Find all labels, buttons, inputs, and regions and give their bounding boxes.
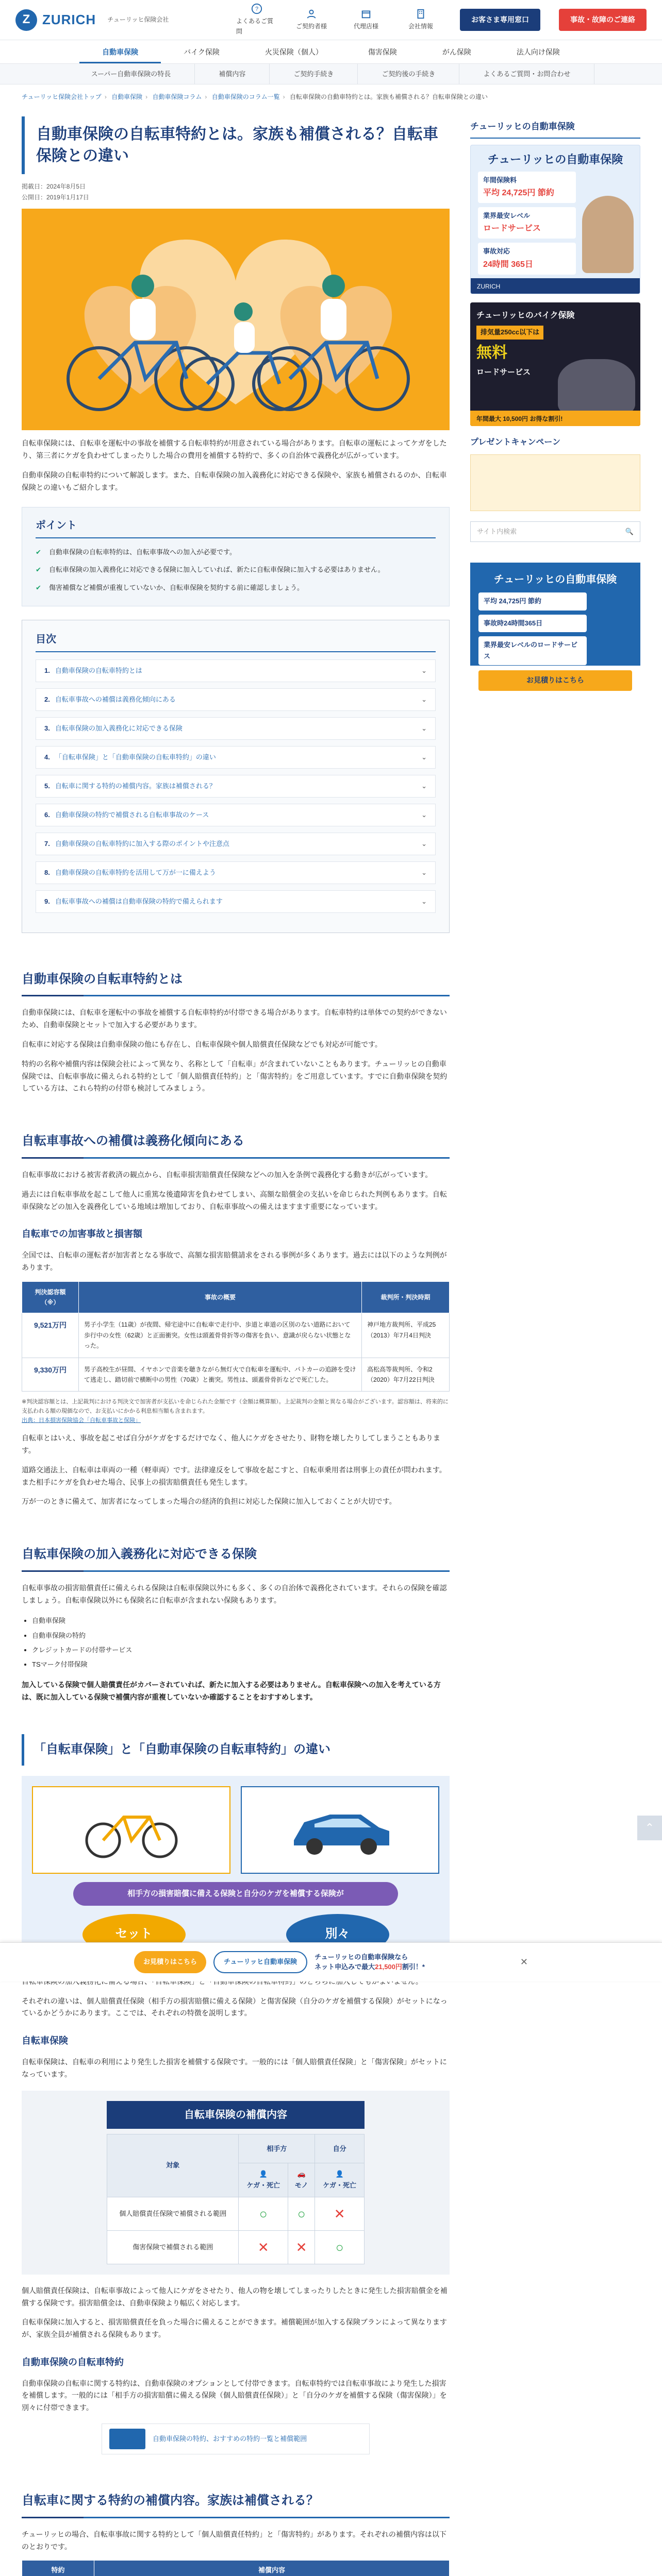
list-item: • 自動車保険の特約 <box>32 1629 450 1643</box>
hero-image <box>22 209 450 430</box>
chevron-down-icon: ⌄ <box>421 666 427 674</box>
bicycle-icon <box>80 1799 183 1861</box>
search-icon: 🔍 <box>625 528 634 536</box>
toc-num: 8. <box>44 868 50 876</box>
table-row <box>22 1313 450 1358</box>
case-summary: 男子高校生が昼間、イヤホンで音楽を聴きながら無灯火で自転車を運転中、パトカーの追跡を受けて逃走し、踏切前で横断中の男性（70歳）と衝突。男性は、頭蓋骨骨折などで死亡した。 <box>79 1358 362 1392</box>
circle-icon: ○ <box>297 2206 306 2222</box>
toc-num: 2. <box>44 695 50 703</box>
coverage-head-self: 自分 <box>315 2134 365 2163</box>
car-small-icon: 🚗 <box>297 2170 306 2178</box>
coverage-caption: 自転車保険の補償内容 <box>107 2101 365 2129</box>
branch-link[interactable] <box>345 8 387 31</box>
key-points-box <box>22 507 450 606</box>
site-search-input[interactable] <box>470 521 640 542</box>
contact-button[interactable]: お客さま専用窓口 <box>460 9 540 31</box>
section-paragraph: 自転車事故における被害者救済の観点から、自転車損害賠償責任保険などへの加入を条例で義務化する動きが広がっています。 <box>22 1171 433 1179</box>
car-icon <box>284 1799 397 1861</box>
breadcrumb-current: 自転車保険の自動車特約とは。家族も補償される？自転車保険との違い <box>289 93 488 100</box>
nav-cancer-insurance[interactable]: がん保険 <box>442 48 471 56</box>
nav-bike-insurance[interactable]: バイク保険 <box>184 48 220 56</box>
company-label: 会社情報 <box>408 22 433 30</box>
mypage-icon <box>306 8 317 20</box>
subnav-after-contract[interactable]: ご契約後の手続き <box>358 64 459 84</box>
branch-label: 代理店様 <box>353 22 378 30</box>
nav-car-insurance[interactable]: 自動車保険 <box>79 40 161 63</box>
section-paragraph: 自転車に対応する保険は自動車保険の他にも存在し、自転車保険や個人賠償責任保険などでも対応が可能です。 <box>22 1040 382 1049</box>
mypage-link[interactable] <box>291 8 332 31</box>
related-title: 自動車保険の特約、おすすめの特約一覧と補償範囲 <box>153 2435 307 2443</box>
toc-num: 4. <box>44 753 50 761</box>
key-point: ✔ 傷害補償など補償が重複していないか、自転車保険を契約する前に確認しましょう。 <box>36 579 436 597</box>
table-row <box>22 1358 450 1392</box>
faq-link[interactable] <box>236 3 277 37</box>
ad-title: チューリッヒの自動車保険 <box>487 153 623 166</box>
campaign-banner[interactable] <box>470 454 640 511</box>
case-summary: 男子小学生（11歳）が夜間、帰宅途中に自転車で走行中、歩道と車道の区別のない道路において歩行中の女性（62歳）と正面衝突。女性は頭蓋骨骨折等の傷害を負い、意識が戻らない状態となった。 <box>79 1313 362 1358</box>
list-item: • TSマーク付帯保険 <box>32 1657 450 1672</box>
section-paragraph: チューリッヒの場合、自転車事故に関する特約として「個人賠償責任特約」と「傷害特約」があります。それぞれの補償内容は以下のとおりです。 <box>22 2530 446 2551</box>
toc-item[interactable] <box>36 890 436 913</box>
chevron-down-icon: ⌄ <box>421 724 427 732</box>
ad-title: チューリッヒの自動車保険 <box>493 574 617 586</box>
spokesperson-image <box>582 196 634 273</box>
key-points-title: ポイント <box>36 517 436 538</box>
sidebar <box>470 109 640 684</box>
car-insurance-ad-2[interactable] <box>470 563 640 684</box>
toc-label: 自動車保険の自転車特約に加入する際のポイントや注意点 <box>55 839 229 848</box>
nav-corporate-insurance[interactable]: 法人向け保険 <box>516 48 560 56</box>
circle-icon: ○ <box>259 2206 268 2222</box>
section-heading: 自転車保険の加入義務化に対応できる保険 <box>22 1539 450 1572</box>
toc-num: 1. <box>44 666 50 674</box>
subsection-heading: 自転車保険 <box>22 2036 68 2046</box>
breadcrumb-item[interactable]: 自動車保険コラム <box>152 93 202 100</box>
section-paragraph: 万が一のときに備えて、加害者になってしまった場合の経済的負担に対応した保険に加入しておくことが大切です。 <box>22 1497 396 1506</box>
section-paragraph: 自動車保険の自転車に関する特約は、自動車保険のオプションとして付帯できます。自転車特約では自転車事故により発生した損害を補償します。一般的には「相手方の損害賠償に備える保険（個人賠償責任保険）」と「自分のケガを補償する保険（傷害保険）」を別々に付帯できます。 <box>22 2379 447 2412</box>
table-header: 判決認容額（※） <box>22 1281 79 1313</box>
toc-item[interactable] <box>36 659 436 682</box>
faq-icon <box>251 3 262 14</box>
section-paragraph: 特約の名称や補償内容は保険会社によって異なり、名称として「自転車」が含まれていないこともあります。チューリッヒの自動車保険では、自転車事故に備えられる特約として「個人賠償責任特約」と「傷害特約」をご用意しています。すでに自動車保険を契約している方は、これら特約の付帯も検討してみましょう。 <box>22 1059 448 1093</box>
comparison-banner: 相手方の損害賠償に備える保険と自分のケガを補償する保険が <box>73 1882 398 1906</box>
table-notes <box>22 1398 450 1425</box>
award-amount: 9,330万円 <box>22 1358 79 1392</box>
sticky-product-button[interactable]: チューリッヒ自動車保険 <box>213 1951 307 1973</box>
chevron-down-icon: ⌄ <box>421 868 427 876</box>
insurance-list <box>32 1614 450 1671</box>
ad-free: 無料 <box>476 344 507 361</box>
branch-icon <box>360 8 372 20</box>
chevron-down-icon: ⌄ <box>421 695 427 703</box>
ad-tag: 排気量250cc以下は <box>476 326 543 339</box>
related-thumbnail <box>109 2429 145 2449</box>
source-link[interactable]: 出典：日本損害保険協会「自転車事故と保険」 <box>22 1417 141 1423</box>
nav-injury-insurance[interactable]: 傷害保険 <box>368 48 397 56</box>
updated-date: 公開日：2019年1月17日 <box>22 193 89 201</box>
ad-row: 年間保険料 平均 24,725円 節約 <box>478 172 576 203</box>
section-heading: 自動車保険の自転車特約とは <box>22 964 450 997</box>
intro-paragraph: 自動車保険の自転車特約について解説します。また、自転車保険の加入義務化に対応できる保険や、家族も補償されるのか、自転車保険との違いもご紹介します。 <box>22 470 447 492</box>
ad-row: 業界最安レベル ロードサービス <box>478 207 576 239</box>
logo-mark: Z <box>15 9 37 31</box>
sidebar-heading: チューリッヒの自動車保険 <box>470 115 640 139</box>
chevron-down-icon: ⌄ <box>421 810 427 819</box>
toc-label: 自転車に関する特約の補償内容。家族は補償される？ <box>55 782 216 790</box>
site-header <box>0 0 662 40</box>
intro-paragraph: 自転車保険には、自転車を運転中の事故を補償する自転車特約が用意されている場合があります。自転車の運転によってケガをしたり、第三者にケガを負わせてしまったりした場合の費用を補償する特約で、多くの自治体で義務化が広がっています。 <box>22 439 447 460</box>
section-heading: 「自転車保険」と「自動車保険の自転車特約」の違い <box>22 1734 450 1766</box>
subnav-features[interactable]: スーパー自動車保険の特長 <box>68 64 195 84</box>
sticky-promo-bar <box>0 1942 662 1981</box>
circle-icon: ○ <box>335 2239 344 2255</box>
subsection-heading: 自動車保険の自転車特約 <box>22 2357 124 2368</box>
section-paragraph: 自転車保険は、自転車の利用により発生した損害を補償する保険です。一般的には「個人賠償責任保険」と「傷害保険」がセットになっています。 <box>22 2057 447 2078</box>
toc-item[interactable] <box>36 833 436 855</box>
coverage-table <box>107 2134 365 2264</box>
toc-label: 自動車保険の特約で補償される自転車事故のケース <box>55 810 209 819</box>
section-paragraph: 自転車事故の損害賠償責任に備えられる保険は自転車保険以外にも多く、多くの自治体で義務化されています。それらの保険を確認しましょう。自転車保険以外にも保険名に自転車が含まれない保険もあります。 <box>22 1583 447 1604</box>
back-to-top-button[interactable] <box>637 1816 662 1840</box>
section-paragraph: 個人賠償責任保険は、自転車事故によって他人にケガをさせたり、他人の物を壊してしまったりしたときに発生した損害賠償金を補償する保険です。損害賠償金は、自動車保険より幅広く対応します。 <box>22 2286 448 2307</box>
cross-icon: ✕ <box>257 2239 269 2255</box>
section-heading: 自転車に関する特約の補償内容。家族は補償される？ <box>22 2485 450 2518</box>
toc-label: 自転車保険の加入義務化に対応できる保険 <box>55 724 183 732</box>
motorcycle-image <box>558 359 635 416</box>
chevron-down-icon: ⌄ <box>421 782 427 790</box>
logo-text: ZURICH <box>42 12 96 28</box>
ad-title: チューリッヒのバイク保険 <box>476 311 575 320</box>
person-icon: 👤 <box>259 2170 268 2178</box>
list-item: • 自動車保険 <box>32 1614 450 1628</box>
toc-item[interactable] <box>36 717 436 740</box>
article-dates <box>22 181 450 202</box>
toc-label: 自動車保険の自転車特約とは <box>55 666 142 674</box>
toc-item[interactable] <box>36 746 436 769</box>
section-heading: 自転車事故への補償は義務化傾向にある <box>22 1126 450 1159</box>
subnav-coverage[interactable]: 補償内容 <box>195 64 270 84</box>
court-info: 高松高等裁判所、令和2（2020）年7月22日判決 <box>362 1358 450 1392</box>
company-icon <box>415 8 426 20</box>
logo-subtitle: チューリッヒ保険会社 <box>107 16 169 24</box>
table-header: 事故の概要 <box>79 1281 362 1313</box>
breadcrumb-item[interactable]: 自動車保険 <box>111 93 143 100</box>
section-paragraph: それぞれの違いは、個人賠償責任保険（相手方の損害賠償に備える保険）と傷害保険（自分のケガを補償する保険）がセットになっているかどうかにあります。ここでは、それぞれの特徴を説明します。 <box>22 1996 448 2018</box>
comparison-figure <box>22 1776 450 1965</box>
set-oval: セット <box>82 1914 186 1955</box>
company-link[interactable] <box>400 8 441 31</box>
campaign-heading: プレゼントキャンペーン <box>470 438 561 447</box>
coverage-figure <box>22 2091 450 2275</box>
coverage-row-label: 個人賠償責任保険で補償される範囲 <box>107 2197 239 2230</box>
toc-num: 6. <box>44 810 50 819</box>
ad-footer: ZURICH <box>471 278 640 294</box>
toc-item[interactable] <box>36 804 436 826</box>
table-row <box>107 2230 365 2264</box>
table-header: 特約 <box>22 2561 94 2576</box>
table-of-contents <box>22 620 450 933</box>
chevron-up-icon: ⌃ <box>644 1821 655 1835</box>
zurich-logo[interactable] <box>15 8 169 31</box>
section-paragraph: 自転車保険に加入すると、損害賠償責任を負った場合に備えることができます。補償範囲が加入する保険ブランによって異なりますが、家族全員が補償される保険もあります。 <box>22 2318 447 2339</box>
ad-row: 平均 24,725円 節約 <box>478 592 587 610</box>
bike-insurance-ad[interactable] <box>470 302 640 426</box>
toc-num: 3. <box>44 724 50 732</box>
ad-row: 事故時24時間365日 <box>478 615 587 632</box>
chevron-down-icon: ⌄ <box>421 839 427 848</box>
car-box <box>241 1786 439 1874</box>
related-article-banner[interactable] <box>102 2424 370 2454</box>
faq-label: よくあるご質問 <box>236 17 274 35</box>
header-utility-nav <box>236 3 647 37</box>
cross-icon: ✕ <box>334 2206 345 2222</box>
ad-sub: ロードサービス <box>476 367 531 377</box>
ad-row: 業界最安レベルのロードサービス <box>478 636 587 665</box>
toc-item[interactable] <box>36 861 436 884</box>
accident-report-button[interactable]: 事故・故障のご連絡 <box>559 9 647 31</box>
section-paragraph: 道路交通法上、自転車は車両の一種（軽車両）です。法律違反をして事故を起こすと、自転車乗用者は刑事上の責任が問われます。また相手にケガを負わせた場合、民事上の損害賠償責任も発生します。 <box>22 1465 446 1486</box>
coverage-col: 🚗 モノ <box>288 2163 315 2197</box>
cross-icon: ✕ <box>295 2239 307 2255</box>
breadcrumb: チューリッヒ保険会社トップ › 自動車保険 › 自動車保険コラム › 自動車保険のコラム一覧 › 自転車保険の自動車特約とは。家族も補償される？自転車保険との違い <box>22 93 488 100</box>
toc-title: 目次 <box>36 631 436 652</box>
coverage-head: 対象 <box>107 2134 239 2197</box>
chevron-down-icon: ⌄ <box>421 897 427 905</box>
coverage-row-label: 傷害保険で補償される範囲 <box>107 2230 239 2264</box>
page-title: 自動車保険の自転車特約とは。家族も補償される？自転車保険との違い <box>22 116 450 174</box>
toc-label: 自動車保険の自転車特約を活用して万が一に備えよう <box>55 868 216 876</box>
table-header: 裁判所・判決時期 <box>362 1281 450 1313</box>
car-insurance-ad[interactable] <box>470 145 640 294</box>
breadcrumb-item[interactable]: チューリッヒ保険会社トップ <box>22 93 102 100</box>
published-date: 掲載日：2024年8月5日 <box>22 183 86 191</box>
coverage-col: 👤 ケガ・死亡 <box>239 2163 288 2197</box>
table-row <box>107 2197 365 2230</box>
coverage-col: 👤 ケガ・死亡 <box>315 2163 365 2197</box>
ad-row: 事故対応 24時間 365日 <box>478 243 576 274</box>
award-amount: 9,521万円 <box>22 1313 79 1358</box>
subnav-contract[interactable]: ご契約手続き <box>270 64 358 84</box>
svg-text:?: ? <box>255 6 259 12</box>
mypage-label: ご契約者様 <box>295 22 327 30</box>
toc-num: 5. <box>44 782 50 790</box>
estimate-cta: お見積りはこちら <box>478 670 632 691</box>
key-point: ✔ 自転車保険の加入義務化に対応できる保険に加入していれば、新たに自転車保険に加入する必要はありません。 <box>36 561 436 579</box>
secondary-nav <box>0 64 662 84</box>
search-placeholder: サイト内検索 <box>477 528 517 536</box>
section-paragraph: 加入している保険で個人賠償責任がカバーされていれば、新たに加入する必要はありません。自転車保険への加入を考えている方は、既に加入している保険で補償内容が重複していないか確認することをおすすめします。 <box>22 1680 441 1701</box>
subsection-heading: 自転車での加害事故と損害額 <box>22 1229 142 1240</box>
primary-nav <box>0 40 662 64</box>
toc-num: 9. <box>44 897 50 905</box>
court-cases-table <box>22 1281 450 1392</box>
toc-num: 7. <box>44 839 50 848</box>
ad-footer: 年間最大 10,500円 お得な割引! <box>470 411 640 426</box>
court-info: 神戸地方裁判所、平成25（2013）年7月4日判決 <box>362 1313 450 1358</box>
section-paragraph: 過去には自転車事故を起こして他人に重篤な後遺障害を負わせてしまい、高額な賠償金の支払いを命じられた判例もあります。自転車保険などの加入を義務化している地域は増加しており、自転車事故への備えはますます重要になっています。 <box>22 1190 447 1211</box>
chevron-down-icon: ⌄ <box>421 753 427 761</box>
section-paragraph: 全国では、自転車の運転者が加害者となる事故で、高額な損害賠償請求をされる事例が多くあります。過去には以下のような判例があります。 <box>22 1251 447 1272</box>
toc-label: 自転車事故への補償は義務化傾向にある <box>55 695 176 703</box>
family-cycling-illustration <box>22 209 450 430</box>
toc-label: 「自転車保険」と「自動車保険の自転車特約」の違い <box>55 753 216 761</box>
breadcrumb-item[interactable]: 自動車保険のコラム一覧 <box>211 93 280 100</box>
section-paragraph: 自動車保険には、自転車を運転中の事故を補償する自転車特約が付帯できる場合があります。自転車特約は単体での契約ができないため、自動車保険とセットで加入する必要があります。 <box>22 1008 447 1029</box>
nav-fire-insurance[interactable]: 火災保険（個人） <box>264 48 323 56</box>
toc-item[interactable] <box>36 688 436 711</box>
rider-table <box>22 2560 450 2576</box>
separate-oval: 別々 <box>286 1914 389 1955</box>
coverage-head-opponent: 相手方 <box>239 2134 315 2163</box>
key-point: ✔ 自動車保険の自転車特約は、自転車事故への加入が必要です。 <box>36 544 436 561</box>
sticky-estimate-button[interactable]: お見積りはこちら <box>134 1951 206 1973</box>
table-header: 補償内容 <box>94 2561 450 2576</box>
section-paragraph: 自転車とはいえ、事故を起こせば自分がケガをするだけでなく、他人にケガをさせたり、財物を壊したりしてしまうこともあります。 <box>22 1434 440 1454</box>
bicycle-box <box>32 1786 230 1874</box>
close-icon[interactable]: ✕ <box>520 1957 528 1968</box>
subnav-faq[interactable]: よくあるご質問・お問合わせ <box>459 64 594 84</box>
person-icon: 👤 <box>335 2170 344 2178</box>
article <box>22 109 450 2576</box>
toc-label: 自転車事故への補償は自動車保険の特約で備えられます <box>55 897 223 905</box>
list-item: • クレジットカードの付帯サービス <box>32 1643 450 1657</box>
sticky-text: チューリッヒの自動車保険なら ネット申込みで最大21,500円割引！* <box>315 1953 425 1971</box>
toc-item[interactable] <box>36 775 436 798</box>
note-text: ※判決認容額とは、上記裁判における判決文で加害者が支払いを命じられた金額です（金額は概算額）。上記裁判の金額と異なる場合がございます。認容額は、将来的に支払われる額の現価なので、お支払いにかかる利息相当額も含まれます。 <box>22 1399 449 1414</box>
